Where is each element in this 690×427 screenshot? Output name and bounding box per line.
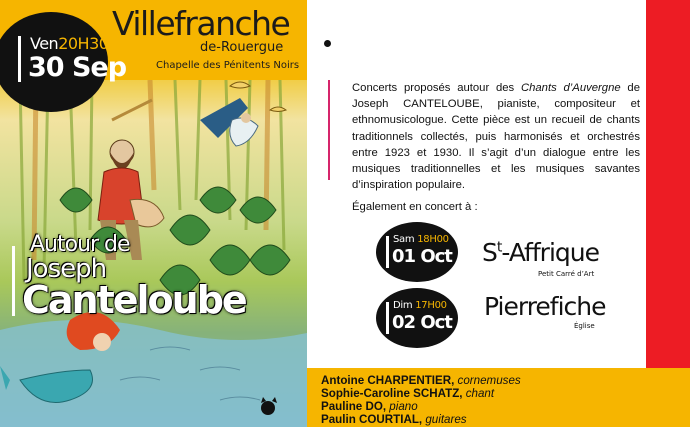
poster-date-divider: [18, 36, 21, 82]
performer-line: [321, 374, 521, 388]
performer-name: Pauline DO,: [321, 400, 387, 413]
also-in-concert-label: Également en concert à :: [352, 201, 478, 213]
concert-date-badge: [376, 222, 458, 282]
performer-role: piano: [386, 400, 418, 413]
performer-name: Antoine CHARPENTIER,: [321, 374, 455, 387]
performer-role: cornemuses: [454, 374, 521, 387]
description-intro: Concerts proposés autour des: [352, 82, 521, 94]
concert-day-of-week: Dim: [393, 300, 413, 311]
performer-name: Paulin COURTIAL,: [321, 413, 423, 426]
concert-day-time: [393, 300, 447, 311]
concert-description: [352, 80, 640, 193]
concert-poster: [0, 0, 307, 427]
concert-date-badge: [376, 288, 458, 348]
place-rest: -Affrique: [501, 238, 599, 267]
poster-venue: Chapelle des Pénitents Noirs: [156, 60, 300, 71]
description-work-title: Chants d’Auvergne: [520, 82, 621, 94]
poster-city: Villefranche: [112, 4, 290, 43]
bullet-dot: [324, 40, 331, 47]
poster-day-of-week: Ven: [30, 34, 59, 53]
concert-day-of-week: Sam: [393, 234, 415, 245]
concert-place-st-affrique: [482, 238, 599, 267]
concert-date-divider: [386, 302, 389, 334]
poster-city-suffix: de-Rouergue: [200, 40, 284, 55]
poster-heading-line-3: Canteloube: [22, 278, 246, 322]
concert-date: 02 Oct: [392, 312, 452, 333]
concert-place-venue: Petit Carré d’Art: [538, 270, 595, 278]
performer-role: guitares: [422, 413, 467, 426]
place-prefix: S: [482, 238, 497, 267]
poster-time: 20H30: [58, 34, 109, 53]
performer-line: [321, 413, 467, 427]
concert-place-pierrefiche: Pierrefiche: [484, 292, 606, 321]
performer-role: chant: [462, 387, 495, 400]
poster-heading-divider: [12, 246, 15, 316]
poster-day-time: [30, 34, 108, 53]
concert-time: 17H00: [415, 300, 447, 311]
concert-time: 18H00: [417, 234, 449, 245]
concert-date: 01 Oct: [392, 246, 452, 267]
performer-line: [321, 400, 418, 414]
poster-heading-line-2: Joseph: [26, 254, 107, 284]
place-superscript: t: [496, 239, 502, 256]
poster-date: 30 Sep: [28, 52, 127, 83]
performer-line: [321, 387, 494, 401]
concert-day-time: [393, 234, 449, 245]
description-rule: [328, 80, 330, 180]
performer-name: Sophie-Caroline SCHATZ,: [321, 387, 463, 400]
concert-date-divider: [386, 236, 389, 268]
performers-panel: [307, 368, 690, 427]
description-body: de Joseph CANTELOUBE, pianiste, compositeur et ethnomusicologue. Cette pièce est un recueil de chants traditionnels collectés, puis harmonisés et orchestrés entre 1923 et 1930. Il s’agit d’un dialogue entre les musiques traditionnelles et les musiques savantes d’inspiration populaire.: [352, 82, 640, 192]
concert-place-venue: Église: [574, 322, 595, 330]
poster-heading-line-1: Autour de: [30, 232, 130, 257]
red-accent-stripe: [646, 0, 690, 368]
